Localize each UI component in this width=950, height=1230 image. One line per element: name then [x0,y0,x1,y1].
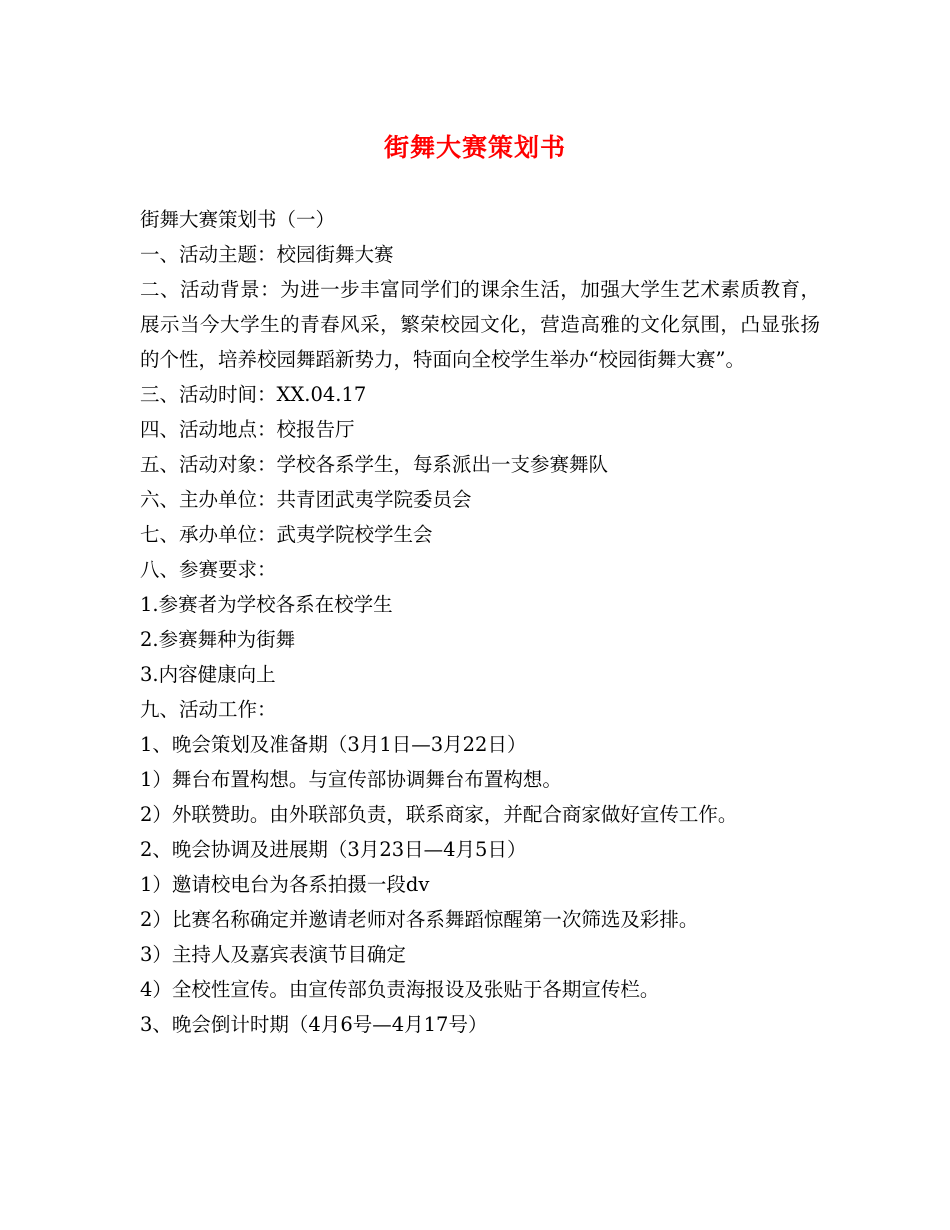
text-line: 1）舞台布置构想。与宣传部协调舞台布置构想。 [140,768,562,791]
text-line: 六、主办单位：共青团武夷学院委员会 [140,488,472,511]
text-line: 四、活动地点：校报告厅 [140,418,355,441]
text-line: 七、承办单位：武夷学院校学生会 [140,523,433,546]
text-line: 九、活动工作： [140,698,277,721]
text-line: 2）外联赞助。由外联部负责，联系商家，并配合商家做好宣传工作。 [140,803,738,826]
subtitle-line: 街舞大赛策划书（一） [140,208,336,231]
text-line: 1）邀请校电台为各系拍摄一段dv [140,873,430,896]
text-line: 2.参赛舞种为街舞 [140,628,296,651]
text-line: 2）比赛名称确定并邀请老师对各系舞蹈惊醒第一次筛选及彩排。 [140,908,699,931]
background-paragraph: 二、活动背景：为进一步丰富同学们的课余生活，加强大学生艺术素质教育，展示当今大学生的青春风采，繁荣校园文化，营造高雅的文化氛围，凸显张扬的个性，培养校园舞蹈新势力，特面向全校学生举办“校园街舞大赛”。 [140,278,820,371]
text-line: 1、晚会策划及准备期（3月1日—3月22日） [140,733,527,756]
text-line: 4）全校性宣传。由宣传部负责海报设及张贴于各期宣传栏。 [140,978,660,1001]
text-line: 三、活动时间：XX.04.17 [140,383,367,406]
text-line: 八、参赛要求： [140,558,277,581]
text-line: 3）主持人及嘉宾表演节目确定 [140,943,406,966]
document-body [140,202,820,1042]
theme-line: 一、活动主题：校园街舞大赛 [140,243,394,266]
text-line: 3、晚会倒计时期（4月6号—4月17号） [140,1013,488,1036]
document-title: 街舞大赛策划书 [383,133,566,162]
text-line: 2、晚会协调及进展期（3月23日—4月5日） [140,838,527,861]
text-line: 五、活动对象：学校各系学生，每系派出一支参赛舞队 [140,453,609,476]
text-line: 3.内容健康向上 [140,663,276,686]
text-line: 1.参赛者为学校各系在校学生 [140,593,393,616]
